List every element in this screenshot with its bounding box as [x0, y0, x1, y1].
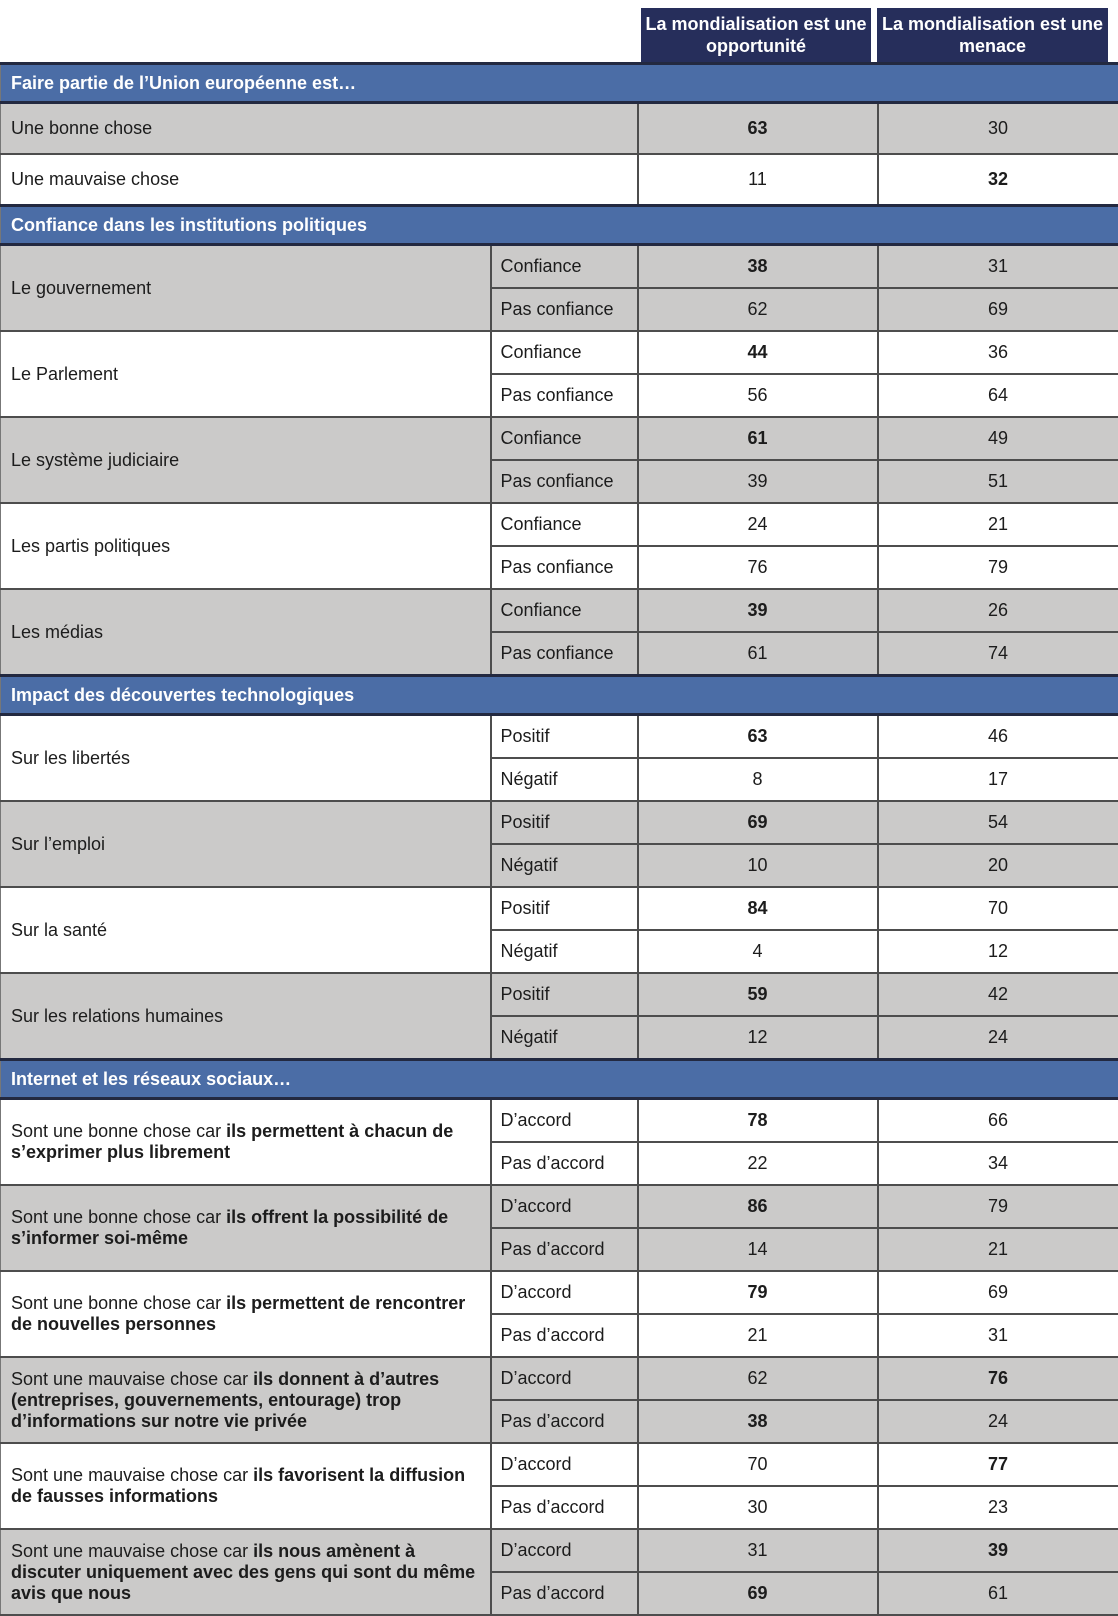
row-label: Sur l’emploi — [1, 801, 491, 887]
table-row — [1, 154, 1118, 206]
value-cell: 24 — [638, 503, 878, 546]
value-cell: 21 — [638, 1314, 878, 1357]
value-cell: 59 — [638, 973, 878, 1016]
value-cell: 76 — [638, 546, 878, 589]
answer-label: Pas confiance — [491, 288, 638, 331]
answer-label: Négatif — [491, 844, 638, 887]
row-label: Sont une mauvaise chose car ils favorisent la diffusion de fausses informations — [1, 1443, 491, 1529]
value-cell: 61 — [638, 632, 878, 676]
answer-label: Pas d’accord — [491, 1228, 638, 1271]
row-label: Sur les relations humaines — [1, 973, 491, 1060]
table-row — [1, 887, 1118, 930]
section-title: Faire partie de l’Union européenne est… — [1, 64, 1118, 103]
column-header-opportunity: La mondialisation est une opportunité — [641, 8, 871, 62]
row-label: Sur les libertés — [1, 715, 491, 802]
value-cell: 69 — [878, 288, 1118, 331]
value-cell: 63 — [638, 103, 878, 155]
value-cell: 79 — [878, 1185, 1118, 1228]
value-cell: 10 — [638, 844, 878, 887]
value-cell: 24 — [878, 1016, 1118, 1060]
answer-label: Pas confiance — [491, 632, 638, 676]
section-header-internet — [1, 1060, 1118, 1099]
answer-label: D’accord — [491, 1357, 638, 1400]
value-cell: 62 — [638, 1357, 878, 1400]
section-title: Internet et les réseaux sociaux… — [1, 1060, 1118, 1099]
answer-label: Pas d’accord — [491, 1314, 638, 1357]
value-cell: 4 — [638, 930, 878, 973]
value-cell: 20 — [878, 844, 1118, 887]
survey-data-table — [0, 62, 1118, 1616]
answer-label: Pas confiance — [491, 374, 638, 417]
value-cell: 84 — [638, 887, 878, 930]
answer-label: D’accord — [491, 1185, 638, 1228]
value-cell: 31 — [638, 1529, 878, 1572]
row-label: Sur la santé — [1, 887, 491, 973]
table-row — [1, 1529, 1118, 1572]
value-cell: 69 — [638, 801, 878, 844]
answer-label: D’accord — [491, 1271, 638, 1314]
value-cell: 12 — [638, 1016, 878, 1060]
answer-label: D’accord — [491, 1529, 638, 1572]
table-row — [1, 589, 1118, 632]
value-cell: 61 — [878, 1572, 1118, 1615]
answer-label: Positif — [491, 715, 638, 759]
table-row — [1, 417, 1118, 460]
value-cell: 36 — [878, 331, 1118, 374]
answer-label: Confiance — [491, 417, 638, 460]
row-label: Le gouvernement — [1, 245, 491, 332]
table-row — [1, 715, 1118, 759]
section-header-confiance — [1, 206, 1118, 245]
value-cell: 78 — [638, 1099, 878, 1143]
answer-label: Positif — [491, 887, 638, 930]
value-cell: 23 — [878, 1486, 1118, 1529]
section-title: Confiance dans les institutions politiques — [1, 206, 1118, 245]
row-label: Sont une bonne chose car ils permettent à chacun de s’exprimer plus librement — [1, 1099, 491, 1186]
answer-label: D’accord — [491, 1099, 638, 1143]
answer-label: Pas d’accord — [491, 1572, 638, 1615]
column-header-menace: La mondialisation est une menace — [877, 8, 1108, 62]
table-row — [1, 1099, 1118, 1143]
value-cell: 22 — [638, 1142, 878, 1185]
row-label: Une bonne chose — [1, 103, 638, 155]
table-row — [1, 1185, 1118, 1228]
value-cell: 32 — [878, 154, 1118, 206]
value-cell: 70 — [638, 1443, 878, 1486]
value-cell: 70 — [878, 887, 1118, 930]
answer-label: Positif — [491, 973, 638, 1016]
value-cell: 46 — [878, 715, 1118, 759]
answer-label: Pas d’accord — [491, 1486, 638, 1529]
value-cell: 14 — [638, 1228, 878, 1271]
row-label: Sont une bonne chose car ils permettent de rencontrer de nouvelles personnes — [1, 1271, 491, 1357]
answer-label: Pas confiance — [491, 460, 638, 503]
table-row — [1, 103, 1118, 155]
answer-label: Confiance — [491, 503, 638, 546]
row-label: Sont une bonne chose car ils offrent la possibilité de s’informer soi-même — [1, 1185, 491, 1271]
value-cell: 62 — [638, 288, 878, 331]
value-cell: 17 — [878, 758, 1118, 801]
answer-label: Pas confiance — [491, 546, 638, 589]
value-cell: 31 — [878, 245, 1118, 289]
value-cell: 38 — [638, 245, 878, 289]
table-row — [1, 1357, 1118, 1400]
value-cell: 79 — [638, 1271, 878, 1314]
column-headers-row — [641, 8, 1114, 62]
answer-label: Pas d’accord — [491, 1142, 638, 1185]
value-cell: 61 — [638, 417, 878, 460]
value-cell: 39 — [878, 1529, 1118, 1572]
value-cell: 79 — [878, 546, 1118, 589]
row-label: Une mauvaise chose — [1, 154, 638, 206]
value-cell: 38 — [638, 1400, 878, 1443]
row-label: Sont une mauvaise chose car ils nous amènent à discuter uniquement avec des gens qui sont du même avis que nous — [1, 1529, 491, 1615]
answer-label: Positif — [491, 801, 638, 844]
value-cell: 44 — [638, 331, 878, 374]
value-cell: 24 — [878, 1400, 1118, 1443]
row-label: Les médias — [1, 589, 491, 676]
value-cell: 12 — [878, 930, 1118, 973]
value-cell: 69 — [638, 1572, 878, 1615]
value-cell: 64 — [878, 374, 1118, 417]
value-cell: 63 — [638, 715, 878, 759]
value-cell: 54 — [878, 801, 1118, 844]
value-cell: 26 — [878, 589, 1118, 632]
answer-label: Confiance — [491, 245, 638, 289]
value-cell: 56 — [638, 374, 878, 417]
value-cell: 31 — [878, 1314, 1118, 1357]
value-cell: 66 — [878, 1099, 1118, 1143]
value-cell: 39 — [638, 460, 878, 503]
value-cell: 51 — [878, 460, 1118, 503]
row-label: Sont une mauvaise chose car ils donnent à d’autres (entreprises, gouvernements, entourage) trop d’informations sur notre vie privée — [1, 1357, 491, 1443]
value-cell: 11 — [638, 154, 878, 206]
table-row — [1, 1443, 1118, 1486]
section-header-eu — [1, 64, 1118, 103]
value-cell: 86 — [638, 1185, 878, 1228]
value-cell: 49 — [878, 417, 1118, 460]
answer-label: Pas d’accord — [491, 1400, 638, 1443]
value-cell: 8 — [638, 758, 878, 801]
value-cell: 39 — [638, 589, 878, 632]
value-cell: 42 — [878, 973, 1118, 1016]
answer-label: Négatif — [491, 930, 638, 973]
value-cell: 69 — [878, 1271, 1118, 1314]
value-cell: 21 — [878, 1228, 1118, 1271]
answer-label: Négatif — [491, 1016, 638, 1060]
table-row — [1, 245, 1118, 289]
row-label: Le système judiciaire — [1, 417, 491, 503]
table-row — [1, 973, 1118, 1016]
answer-label: D’accord — [491, 1443, 638, 1486]
value-cell: 76 — [878, 1357, 1118, 1400]
value-cell: 30 — [878, 103, 1118, 155]
value-cell: 77 — [878, 1443, 1118, 1486]
row-label: Le Parlement — [1, 331, 491, 417]
row-label: Les partis politiques — [1, 503, 491, 589]
value-cell: 21 — [878, 503, 1118, 546]
value-cell: 30 — [638, 1486, 878, 1529]
table-row — [1, 331, 1118, 374]
section-header-technologie — [1, 676, 1118, 715]
table-row — [1, 503, 1118, 546]
section-title: Impact des découvertes technologiques — [1, 676, 1118, 715]
table-row — [1, 1271, 1118, 1314]
answer-label: Confiance — [491, 331, 638, 374]
answer-label: Confiance — [491, 589, 638, 632]
table-row — [1, 801, 1118, 844]
value-cell: 74 — [878, 632, 1118, 676]
answer-label: Négatif — [491, 758, 638, 801]
value-cell: 34 — [878, 1142, 1118, 1185]
